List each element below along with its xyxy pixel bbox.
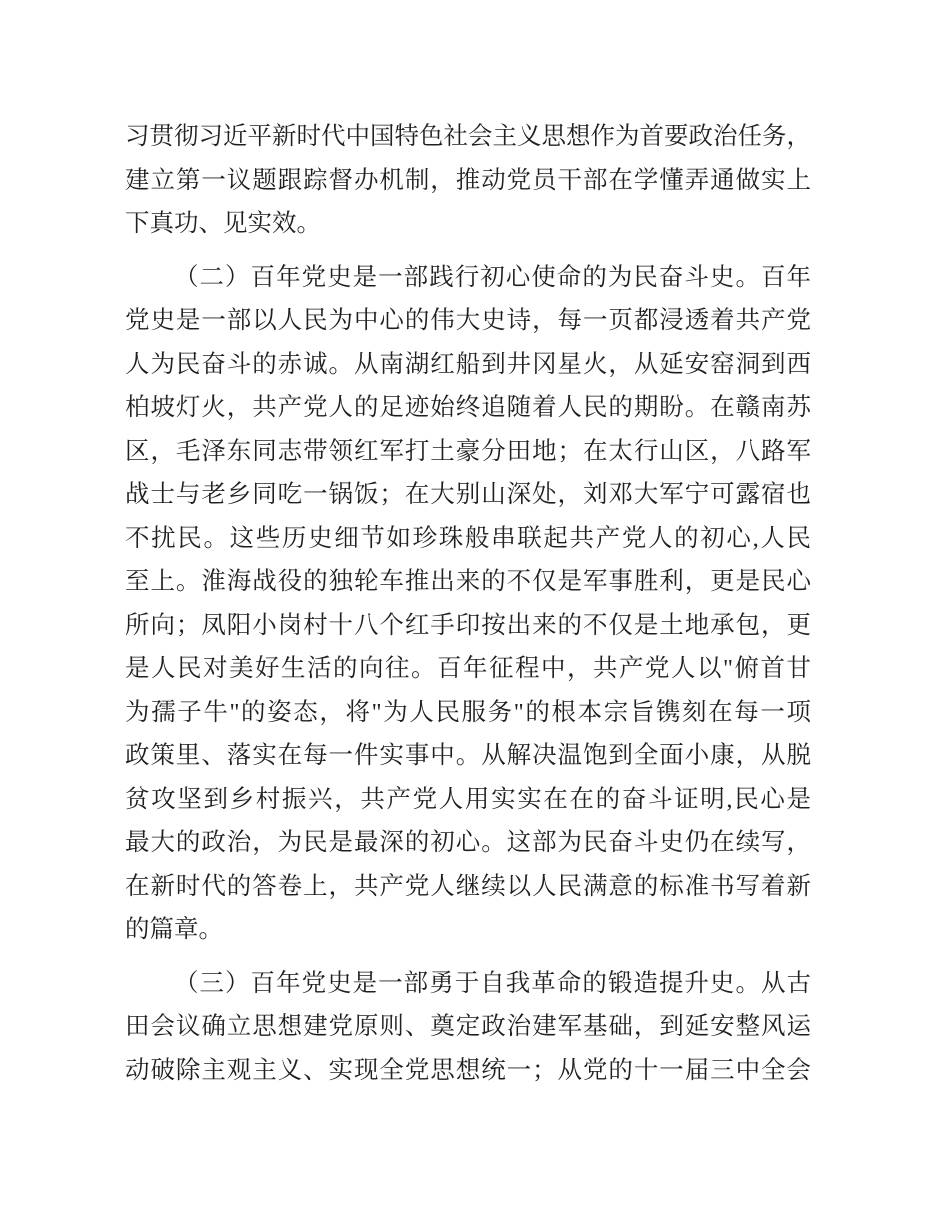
text-line: 人为民奋斗的赤诚。从南湖红船到井冈星火，从延安窑洞到西 xyxy=(125,350,811,378)
text-line: 习贯彻习近平新时代中国特色社会主义思想作为首要政治任务， xyxy=(125,123,811,150)
text-line: 至上。淮海战役的独轮车推出来的不仅是军事胜利，更是民心 xyxy=(125,568,811,595)
text-line: 政策里、落实在每一件实事中。从解决温饱到全面小康，从脱 xyxy=(125,742,811,769)
text-line: 为孺子牛"的姿态，将"为人民服务"的根本宗旨镌刻在每一项 xyxy=(125,698,811,726)
paragraph xyxy=(125,115,811,246)
text-line: 下真功、见实效。 xyxy=(125,210,321,237)
text-line: 贫攻坚到乡村振兴，共产党人用实实在在的奋斗证明,民心是 xyxy=(125,785,811,813)
text-line: 党史是一部以人民为中心的伟大史诗，每一页都浸透着共产党 xyxy=(125,307,811,334)
text-line: 的篇章。 xyxy=(125,916,223,943)
paragraph xyxy=(125,962,811,1093)
text-line: 在新时代的答卷上，共产党人继续以人民满意的标准书写着新 xyxy=(125,872,811,900)
text-line: （三）百年党史是一部勇于自我革命的锻造提升史。从古 xyxy=(174,969,811,997)
text-line: 区，毛泽东同志带领红军打土豪分田地；在太行山区，八路军 xyxy=(125,437,811,465)
paragraph xyxy=(125,256,811,952)
text-line: 柏坡灯火，共产党人的足迹始终追随着人民的期盼。在赣南苏 xyxy=(125,394,811,421)
document-body xyxy=(125,115,811,1092)
text-line: 是人民对美好生活的向往。百年征程中，共产党人以"俯首甘 xyxy=(125,655,811,682)
text-line: 田会议确立思想建党原则、奠定政治建军基础，到延安整风运 xyxy=(125,1013,811,1040)
text-line: 最大的政治，为民是最深的初心。这部为民奋斗史仍在续写， xyxy=(125,829,811,856)
text-line: 战士与老乡同吃一锅饭；在大别山深处，刘邓大军宁可露宿也 xyxy=(125,481,811,508)
text-line: 所向；凤阳小岗村十八个红手印按出来的不仅是土地承包，更 xyxy=(125,611,811,639)
text-line: 建立第一议题跟踪督办机制，推动党员干部在学懂弄通做实上 xyxy=(125,166,811,194)
text-line: 不扰民。这些历史细节如珍珠般串联起共产党人的初心,人民 xyxy=(125,524,811,552)
text-line: 动破除主观主义、实现全党思想统一；从党的十一届三中全会 xyxy=(125,1056,811,1084)
text-line: （二）百年党史是一部践行初心使命的为民奋斗史。百年 xyxy=(174,263,811,291)
